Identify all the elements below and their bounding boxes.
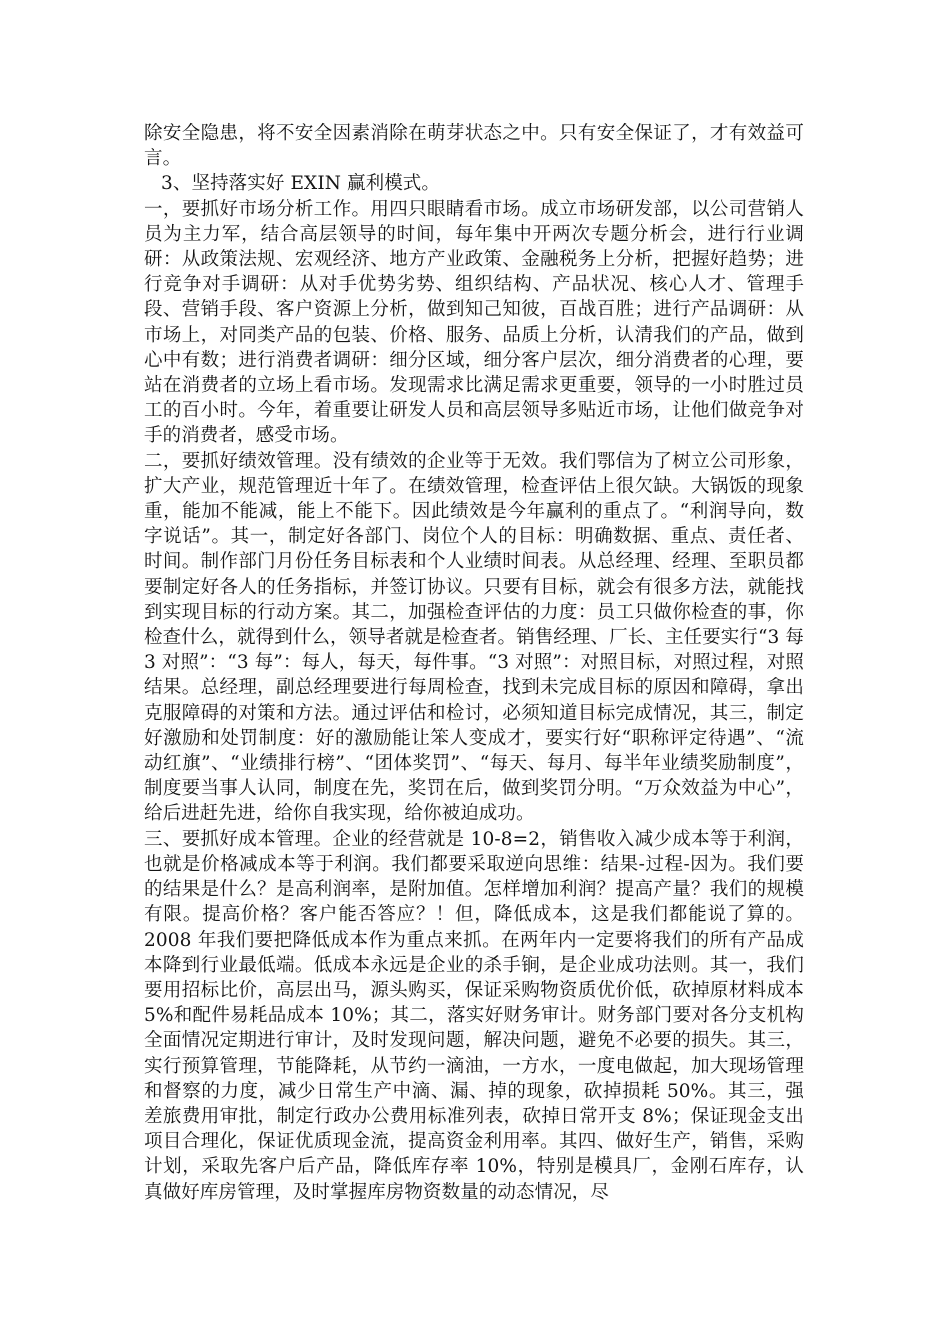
- paragraph-safety-continuation: 除安全隐患，将不安全因素消除在萌芽状态之中。只有安全保证了，才有效益可言。: [144, 123, 804, 170]
- paragraph-performance-management: 二，要抓好绩效管理。没有绩效的企业等于无效。我们鄂信为了树立公司形象，扩大产业，规范管理近十年了。在绩效管理，检查评估上很欠缺。大锅饭的现象重，能加不能减，能上不能下。因此绩效是今年赢利的重点了。“利润导向，数字说话”。其一，制定好各部门、岗位个人的目标：明确数据、重点、责任者、时间。制作部门月份任务目标表和个人业绩时间表。从总经理、经理、至职员都要制定好各人的任务指标，并签订协议。只要有目标，就会有很多方法，就能找到实现目标的行动方案。其二，加强检查评估的力度：员工只做你检查的事，你检查什么，就得到什么，领导者就是检查者。销售经理、厂长、主任要实行“3 每 3 对照”：“3 每”：每人，每天，每件事。“3 对照”：对照目标，对照过程，对照结果。总经理，副总经理要进行每周检查，找到未完成目标的原因和障碍，拿出克服障碍的对策和方法。通过评估和检讨，必须知道目标完成情况，其三，制定好激励和处罚制度：好的激励能让笨人变成才，要实行好“职称评定待遇”、“流动红旗”、“业绩排行榜”、“团体奖罚”、“每天、每月、每半年业绩奖励制度”，制度要当事人认同，制度在先，奖罚在后，做到奖罚分明。“万众效益为中心”，给后进赶先进，给你自我实现，给你被迫成功。: [144, 450, 804, 825]
- paragraph-market-analysis: 一，要抓好市场分析工作。用四只眼睛看市场。成立市场研发部，以公司营销人员为主力军，结合高层领导的时间，每年集中开两次专题分析会，进行行业调研：从政策法规、宏观经济、地方产业政策、金融税务上分析，把握好趋势；进行竞争对手调研：从对手优势劣势、组织结构、产品状况、核心人才、管理手段、营销手段、客户资源上分析，做到知己知彼，百战百胜；进行产品调研：从市场上，对同类产品的包装、价格、服务、品质上分析，认清我们的产品，做到心中有数；进行消费者调研：细分区域，细分客户层次，细分消费者的心理，要站在消费者的立场上看市场。发现需求比满足需求更重要，领导的一小时胜过员工的百小时。今年，着重要让研发人员和高层领导多贴近市场，让他们做竞争对手的消费者，感受市场。: [144, 198, 804, 447]
- heading-exin-model: 3、坚持落实好 EXIN 赢利模式。: [161, 173, 441, 195]
- document-body: [144, 121, 804, 1205]
- paragraph-cost-management: 三、要抓好成本管理。企业的经营就是 10-8=2，销售收入减少成本等于利润，也就是价格减成本等于利润。我们都要采取逆向思维：结果-过程-因为。我们要的结果是什么？是高利润率，是附加值。怎样增加利润？提高产量？我们的规模有限。提高价格？客户能否答应？！但，降低成本，这是我们都能说了算的。2008 年我们要把降低成本作为重点来抓。在两年内一定要将我们的所有产品成本降到行业最低端。低成本永远是企业的杀手锏，是企业成功法则。其一，我们要用招标比价，高层出马，源头购买，保证采购物资质优价低，砍掉原材料成本 5%和配件易耗品成本 10%；其二，落实好财务审计。财务部门要对各分支机构全面情况定期进行审计，及时发现问题，解决问题，避免不必要的损失。其三，实行预算管理，节能降耗，从节约一滴油，一方水，一度电做起，加大现场管理和督察的力度，减少日常生产中滴、漏、掉的现象，砍掉损耗 50%。其三，强差旅费用审批，制定行政办公费用标准列表，砍掉日常开支 8%；保证现金支出项目合理化，保证优质现金流，提高资金利用率。其四、做好生产，销售，采购计划，采取先客户后产品，降低库存率 10%，特别是模具厂，金刚石库存，认真做好库房管理，及时掌握库房物资数量的动态情况，尽: [144, 828, 804, 1203]
